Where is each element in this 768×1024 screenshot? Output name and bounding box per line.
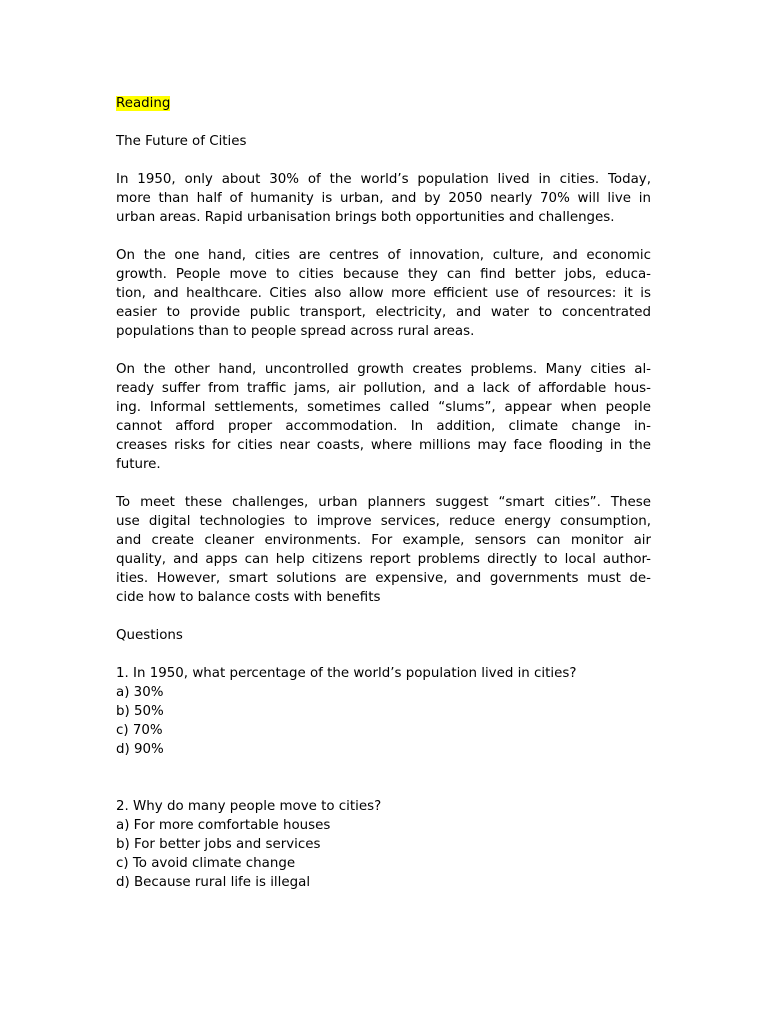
paragraph-2 xyxy=(116,246,651,341)
paragraph-line: In 1950, only about 30% of the world’s population lived in cities. Today, xyxy=(116,172,651,187)
paragraph-line: quality, and apps can help citizens report problems directly to local author- xyxy=(116,552,651,567)
answer-option: c) 70% xyxy=(116,723,163,738)
answer-option: b) For better jobs and services xyxy=(116,837,321,852)
paragraph-line: cide how to balance costs with benefits xyxy=(116,590,381,605)
questions-heading: Questions xyxy=(116,628,183,643)
paragraph-line: ready suffer from traffic jams, air pollution, and a lack of affordable hous- xyxy=(116,381,651,396)
paragraph-line: growth. People move to cities because they can find better jobs, educa- xyxy=(116,267,651,282)
answer-option: c) To avoid climate change xyxy=(116,856,296,871)
paragraph-line: easier to provide public transport, electricity, and water to concentrated xyxy=(116,305,651,320)
document-page xyxy=(116,94,651,892)
paragraph-line: populations than to people spread across rural areas. xyxy=(116,324,475,339)
paragraph-1 xyxy=(116,170,651,227)
paragraph-line: On the one hand, cities are centres of innovation, culture, and economic xyxy=(116,248,651,263)
answer-option: a) 30% xyxy=(116,685,164,700)
paragraph-line: ities. However, smart solutions are expensive, and governments must de- xyxy=(116,571,651,586)
paragraph-line: and create cleaner environments. For example, sensors can monitor air xyxy=(116,533,651,548)
paragraph-line: more than half of humanity is urban, and by 2050 nearly 70% will live in xyxy=(116,191,651,206)
paragraph-line: future. xyxy=(116,457,161,472)
paragraph-line: cannot afford proper accommodation. In addition, climate change in- xyxy=(116,419,651,434)
answer-option: a) For more comfortable houses xyxy=(116,818,331,833)
answer-option: b) 50% xyxy=(116,704,164,719)
question-1 xyxy=(116,664,651,759)
heading-highlight: Reading xyxy=(116,96,171,111)
paragraph-line: ing. Informal settlements, sometimes called “slums”, appear when people xyxy=(116,400,651,415)
paragraph-line: To meet these challenges, urban planners suggest “smart cities”. These xyxy=(116,495,651,510)
paragraph-line: On the other hand, uncontrolled growth creates problems. Many cities al- xyxy=(116,362,651,377)
paragraph-4 xyxy=(116,493,651,607)
question-prompt: 1. In 1950, what percentage of the world’s population lived in cities? xyxy=(116,666,577,681)
article-title: The Future of Cities xyxy=(116,134,247,149)
paragraph-line: tion, and healthcare. Cities also allow more efficient use of resources: it is xyxy=(116,286,651,301)
paragraph-3 xyxy=(116,360,651,474)
question-2 xyxy=(116,797,651,892)
answer-option: d) 90% xyxy=(116,742,164,757)
paragraph-line: creases risks for cities near coasts, where millions may face flooding in the xyxy=(116,438,651,453)
paragraph-line: urban areas. Rapid urbanisation brings both opportunities and challenges. xyxy=(116,210,615,225)
question-prompt: 2. Why do many people move to cities? xyxy=(116,799,382,814)
answer-option: d) Because rural life is illegal xyxy=(116,875,311,890)
paragraph-line: use digital technologies to improve services, reduce energy consumption, xyxy=(116,514,651,529)
section-heading xyxy=(116,94,651,113)
